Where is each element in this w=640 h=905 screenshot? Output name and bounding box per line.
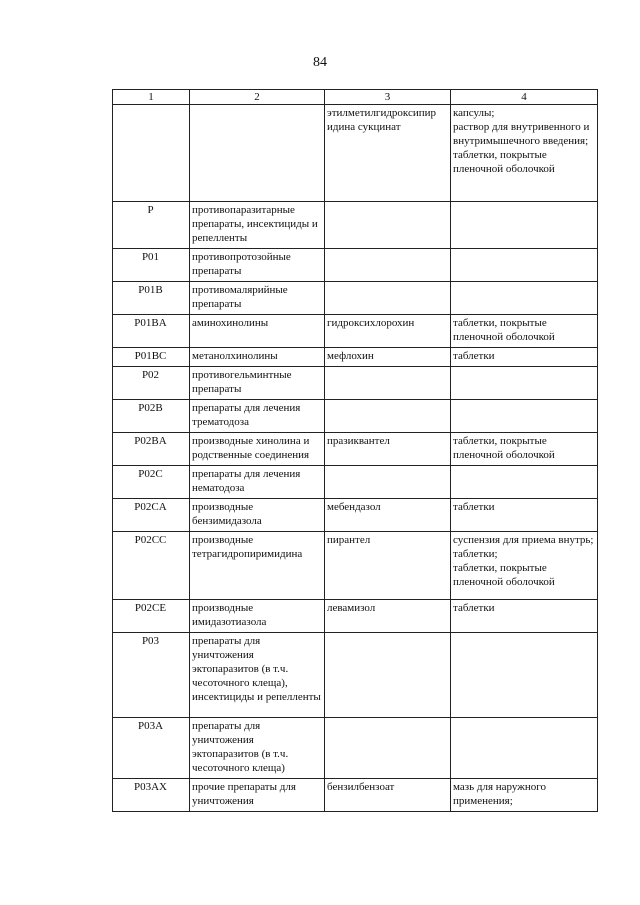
atc-code-cell: P02CA <box>113 499 190 532</box>
dosage-form-cell: таблетки <box>451 600 598 633</box>
header-col-1: 1 <box>113 90 190 105</box>
anatomical-group-cell: препараты для уничтожения эктопаразитов (в т.ч. чесоточного клеща) <box>190 718 325 779</box>
atc-code-cell: P02C <box>113 466 190 499</box>
table-row <box>113 367 598 400</box>
dosage-form-cell: мазь для наружного применения; <box>451 779 598 812</box>
atc-code-cell: P02 <box>113 367 190 400</box>
substance-cell: празиквантел <box>325 433 451 466</box>
atc-code-cell: P01B <box>113 282 190 315</box>
table-row <box>113 105 598 202</box>
substance-cell <box>325 202 451 249</box>
table-row <box>113 633 598 718</box>
table-row <box>113 348 598 367</box>
substance-cell: левамизол <box>325 600 451 633</box>
table-row <box>113 499 598 532</box>
dosage-form-cell <box>451 718 598 779</box>
atc-code-cell: P03 <box>113 633 190 718</box>
anatomical-group-cell: противомалярийные препараты <box>190 282 325 315</box>
anatomical-group-cell: производные тетрагидропиримидина <box>190 532 325 600</box>
page-number: 84 <box>313 55 327 70</box>
atc-code-cell: P03A <box>113 718 190 779</box>
atc-code-cell: P01BA <box>113 315 190 348</box>
atc-code-cell: P02B <box>113 400 190 433</box>
dosage-form-cell <box>451 202 598 249</box>
atc-code-cell: P <box>113 202 190 249</box>
atc-code-cell: P02CE <box>113 600 190 633</box>
table-header-row <box>113 90 598 105</box>
anatomical-group-cell: противопаразитарные препараты, инсектициды и репелленты <box>190 202 325 249</box>
dosage-form-cell: таблетки <box>451 348 598 367</box>
header-col-3: 3 <box>325 90 451 105</box>
substance-cell <box>325 249 451 282</box>
atc-code-cell: P02CC <box>113 532 190 600</box>
table-row <box>113 718 598 779</box>
dosage-form-cell <box>451 466 598 499</box>
anatomical-group-cell: аминохинолины <box>190 315 325 348</box>
table-row <box>113 466 598 499</box>
table-row <box>113 282 598 315</box>
substance-cell: мефлохин <box>325 348 451 367</box>
atc-code-cell: P01BC <box>113 348 190 367</box>
substance-cell <box>325 718 451 779</box>
anatomical-group-cell: препараты для лечения трематодоза <box>190 400 325 433</box>
table-row <box>113 202 598 249</box>
header-col-2: 2 <box>190 90 325 105</box>
anatomical-group-cell: препараты для лечения нематодоза <box>190 466 325 499</box>
header-col-4: 4 <box>451 90 598 105</box>
substance-cell <box>325 282 451 315</box>
table-row <box>113 600 598 633</box>
substance-cell: пирантел <box>325 532 451 600</box>
dosage-form-cell <box>451 367 598 400</box>
anatomical-group-cell <box>190 105 325 202</box>
table-row <box>113 315 598 348</box>
anatomical-group-cell: метанолхинолины <box>190 348 325 367</box>
table-row <box>113 532 598 600</box>
dosage-form-cell <box>451 282 598 315</box>
substance-cell: мебендазол <box>325 499 451 532</box>
substance-cell: бензилбензоат <box>325 779 451 812</box>
anatomical-group-cell: производные имидазотиазола <box>190 600 325 633</box>
substance-cell <box>325 466 451 499</box>
dosage-form-cell: таблетки, покрытые пленочной оболочкой <box>451 315 598 348</box>
anatomical-group-cell: препараты для уничтожения эктопаразитов (в т.ч. чесоточного клеща), инсектициды и репелленты <box>190 633 325 718</box>
substance-cell: гидроксихлорохин <box>325 315 451 348</box>
table-row <box>113 779 598 812</box>
substance-cell <box>325 367 451 400</box>
substance-cell <box>325 633 451 718</box>
table-row <box>113 400 598 433</box>
dosage-form-cell: капсулы; раствор для внутривенного и внутримышечного введения; таблетки, покрытые пленочной оболочкой <box>451 105 598 202</box>
anatomical-group-cell: противопротозойные препараты <box>190 249 325 282</box>
dosage-form-cell: таблетки, покрытые пленочной оболочкой <box>451 433 598 466</box>
atc-code-cell <box>113 105 190 202</box>
dosage-form-cell: таблетки <box>451 499 598 532</box>
substance-cell: этилметилгидроксипир идина сукцинат <box>325 105 451 202</box>
substance-cell <box>325 400 451 433</box>
atc-code-cell: P03AX <box>113 779 190 812</box>
table-row <box>113 433 598 466</box>
dosage-form-cell <box>451 400 598 433</box>
dosage-form-cell <box>451 633 598 718</box>
atc-code-cell: P02BA <box>113 433 190 466</box>
anatomical-group-cell: производные бензимидазола <box>190 499 325 532</box>
dosage-form-cell: суспензия для приема внутрь; таблетки; таблетки, покрытые пленочной оболочкой <box>451 532 598 600</box>
medicines-table <box>112 89 598 812</box>
dosage-form-cell <box>451 249 598 282</box>
atc-code-cell: P01 <box>113 249 190 282</box>
table-row <box>113 249 598 282</box>
anatomical-group-cell: производные хинолина и родственные соединения <box>190 433 325 466</box>
anatomical-group-cell: прочие препараты для уничтожения <box>190 779 325 812</box>
anatomical-group-cell: противогельминтные препараты <box>190 367 325 400</box>
